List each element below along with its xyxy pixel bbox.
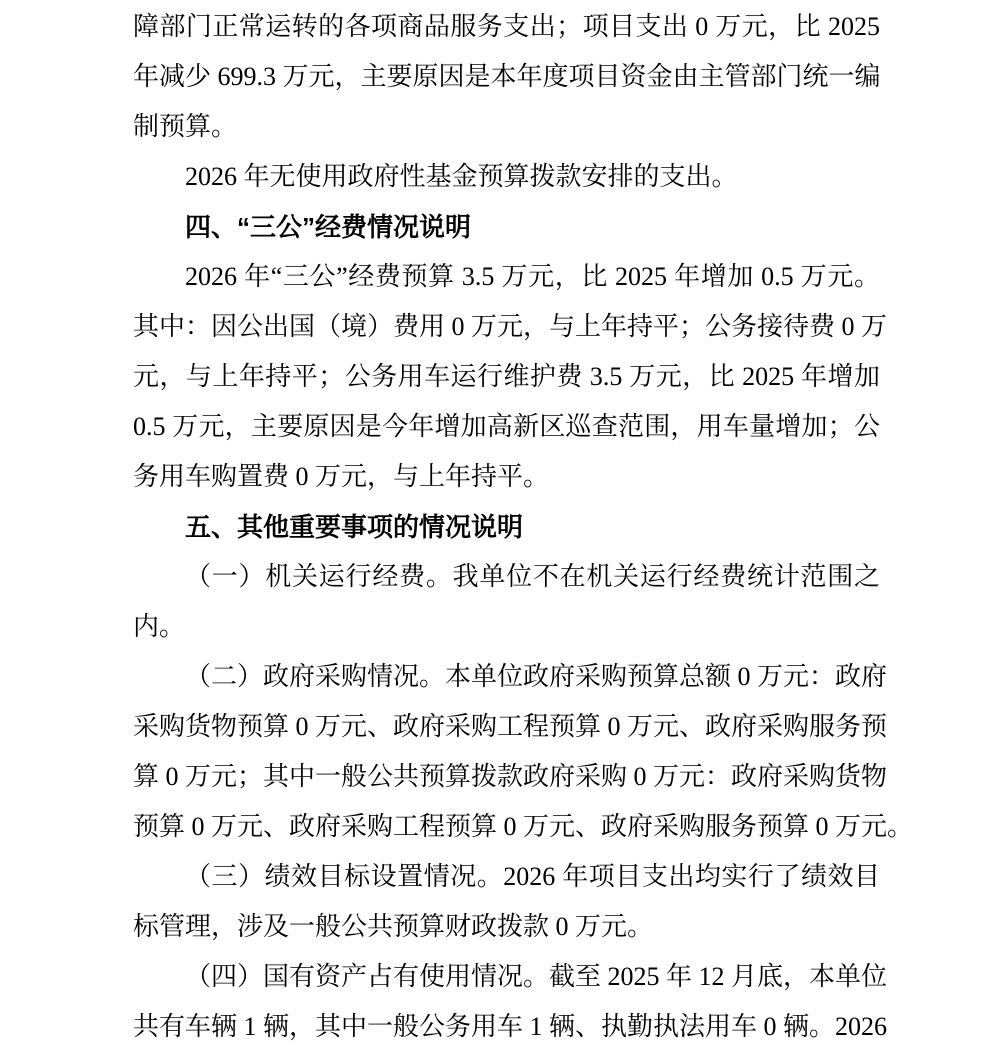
text-line: （四）国有资产占有使用情况。截至 2025 年 12 月底，本单位 bbox=[185, 962, 888, 991]
document-text-block bbox=[133, 2, 914, 1052]
text-line: 标管理，涉及一般公共预算财政拨款 0 万元。 bbox=[133, 912, 654, 941]
text-line: 共有车辆 1 辆，其中一般公务用车 1 辆、执勤执法用车 0 辆。2026 bbox=[133, 1012, 888, 1041]
text-line: 元，与上年持平；公务用车运行维护费 3.5 万元，比 2025 年增加 bbox=[133, 362, 880, 391]
text-line: 制预算。 bbox=[133, 112, 238, 141]
text-line: 2026 年无使用政府性基金预算拨款安排的支出。 bbox=[185, 162, 738, 191]
text-line: 其中：因公出国（境）费用 0 万元，与上年持平；公务接待费 0 万 bbox=[133, 312, 888, 341]
text-line: （三）绩效目标设置情况。2026 年项目支出均实行了绩效目 bbox=[185, 862, 880, 891]
text-line: 0.5 万元，主要原因是今年增加高新区巡查范围，用车量增加；公 bbox=[133, 412, 880, 441]
text-line: 预算 0 万元、政府采购工程预算 0 万元、政府采购服务预算 0 万元。 bbox=[133, 812, 914, 841]
text-line: 采购货物预算 0 万元、政府采购工程预算 0 万元、政府采购服务预 bbox=[133, 712, 888, 741]
section-heading: 四、“三公”经费情况说明 bbox=[185, 212, 472, 242]
text-line: 2026 年“三公”经费预算 3.5 万元，比 2025 年增加 0.5 万元。 bbox=[185, 262, 880, 291]
text-line: 务用车购置费 0 万元，与上年持平。 bbox=[133, 462, 550, 491]
text-line: 障部门正常运转的各项商品服务支出；项目支出 0 万元，比 2025 bbox=[133, 12, 880, 41]
section-heading: 五、其他重要事项的情况说明 bbox=[185, 512, 524, 542]
text-line: （一）机关运行经费。我单位不在机关运行经费统计范围之 bbox=[185, 562, 880, 591]
text-line: 年减少 699.3 万元，主要原因是本年度项目资金由主管部门统一编 bbox=[133, 62, 881, 91]
text-line: 内。 bbox=[133, 612, 186, 641]
text-line: 算 0 万元；其中一般公共预算拨款政府采购 0 万元：政府采购货物 bbox=[133, 762, 888, 791]
text-line: （二）政府采购情况。本单位政府采购预算总额 0 万元：政府 bbox=[185, 662, 888, 691]
